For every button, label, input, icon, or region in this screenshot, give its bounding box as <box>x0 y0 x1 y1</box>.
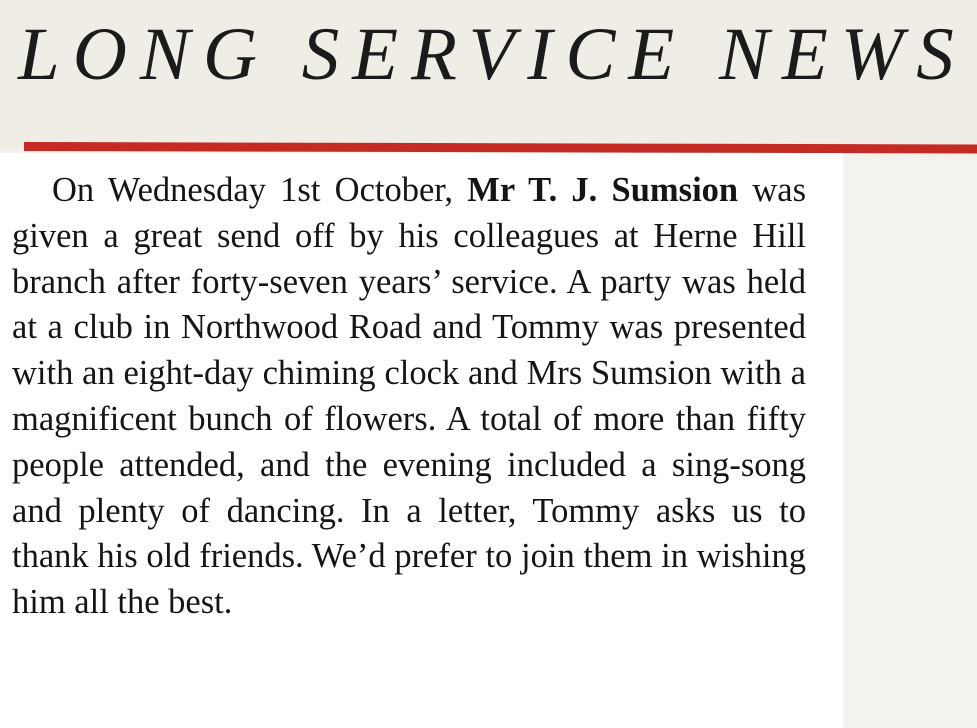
article-body <box>12 168 806 626</box>
header-rule <box>24 142 977 153</box>
page-header <box>0 0 977 148</box>
headline: LONG SERVICE NEWS <box>18 13 967 96</box>
article-intro: On Wednesday 1st October, <box>52 171 468 209</box>
honoree-name: Mr T. J. Sumsion <box>467 171 739 209</box>
article-text: was given a great send off by his colleagues at Herne Hill branch after forty-seven years’ service. A party was held at a club in Northwood Road and Tommy was presented with an eight-day chiming clock and Mrs Sumsion with a magnificent bunch of flowers. A total of more than fifty people attended, and the evening included a sing-song and plenty of dancing. In a letter, Tommy asks us to thank his old friends. We’d prefer to join them in wishing him all the best. <box>12 171 806 622</box>
